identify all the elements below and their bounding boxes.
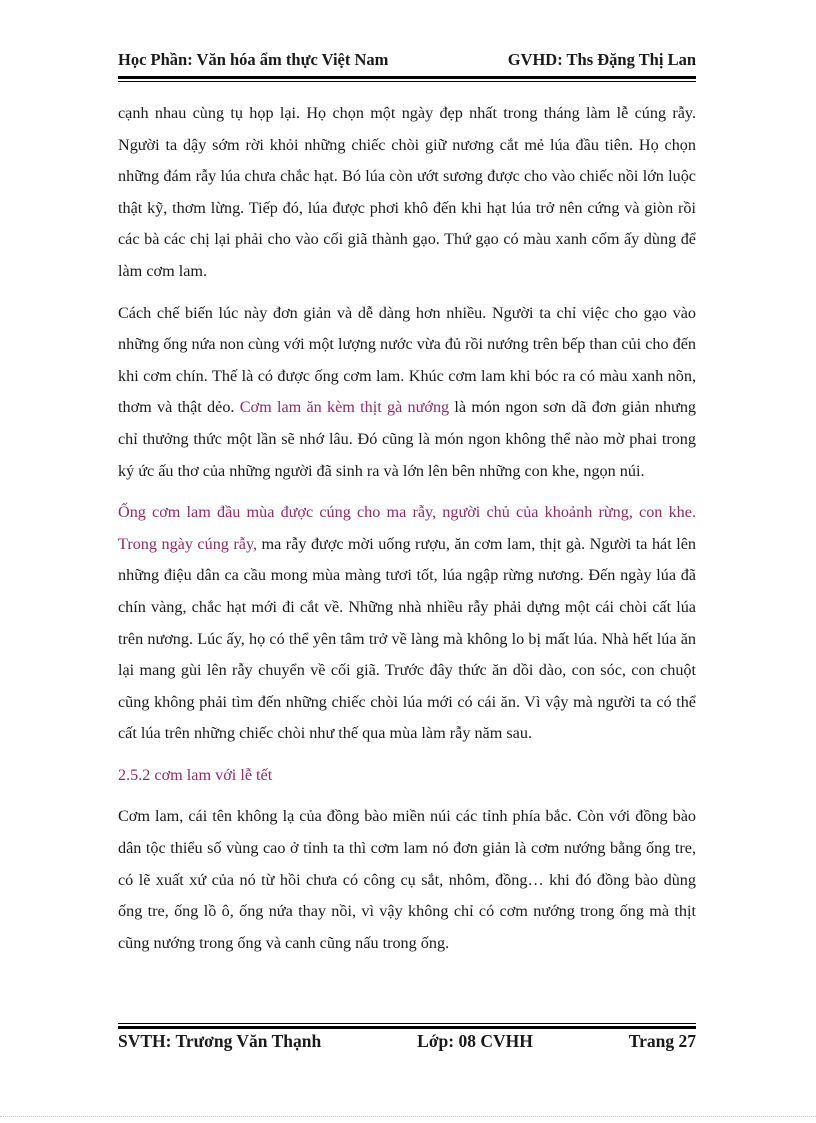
footer-rule-thin (118, 1023, 696, 1024)
header-rule (118, 76, 696, 79)
paragraph-3-text: ma rẫy được mời uống rượu, ăn cơm lam, thịt gà. Người ta hát lên những điệu dân ca cầu mong mùa màng tươi tốt, lúa ngập rừng nương. Đến ngày lúa đã chín vàng, chắc hạt mới đi cắt về. Những nhà nhiều rẫy phải dựng một cái chòi cất lúa trên nương. Lúc ấy, họ có thể yên tâm trở về làng mà không lo bị mất lúa. Nhà hết lúa ăn lại mang gùi lên rẫy chuyển về cối giã. Trước đây thức ăn dồi dào, con sóc, con chuột cũng không phải tìm đến những chiếc chòi lúa mới có cái ăn. Vì vậy mà người ta có thể cất lúa trên những chiếc chòi như thế qua mùa làm rẫy năm sau. (118, 534, 696, 743)
paragraph-3 (118, 497, 696, 750)
page-edge (0, 1116, 816, 1117)
body-text (118, 98, 696, 969)
header-rule-thin (118, 81, 696, 82)
paragraph-4: Cơm lam, cái tên không lạ của đồng bào miền núi các tỉnh phía bắc. Còn với đồng bào dân tộc thiểu số vùng cao ở tỉnh ta thì cơm lam nó đơn giản là cơm nướng bằng ống tre, có lẽ xuất xứ của nó từ hồi chưa có công cụ sắt, nhôm, đồng… khi đó đồng bào dùng ống tre, ống lồ ô, ống nứa thay nồi, vì vậy không chỉ có cơm nướng trong ống mà thịt cũng nướng trong ống và canh cũng nấu trong ống. (118, 807, 696, 952)
paragraph-2-highlight: Cơm lam ăn kèm thịt gà nướng (239, 398, 450, 417)
page-number: Trang 27 (628, 1031, 696, 1051)
paragraph-3-highlight: Ống cơm lam đầu mùa được cúng cho ma rẫy, người chủ của khoảnh rừng, con khe. Trong ngày cúng rẫy, (118, 503, 696, 553)
footer-rule (118, 1026, 696, 1029)
paragraph-2 (118, 298, 696, 488)
section-heading: 2.5.2 cơm lam với lễ tết (118, 765, 273, 784)
page-footer (118, 1031, 696, 1052)
page-header (118, 50, 696, 70)
advisor-name: GVHD: Ths Đặng Thị Lan (507, 50, 696, 69)
paragraph-1: cạnh nhau cùng tụ họp lại. Họ chọn một ngày đẹp nhất trong tháng làm lễ cúng rẫy. Người ta dậy sớm rời khỏi những chiếc chòi giữ nương cắt mẻ lúa đầu tiên. Họ chọn những đám rẫy lúa chưa chắc hạt. Bó lúa còn ướt sương được cho vào chiếc nồi lớn luộc thật kỹ, thơm lừng. Tiếp đó, lúa được phơi khô đến khi hạt lúa trở nên cứng và giòn rồi các bà các chị lại phải cho vào cối giã thành gạo. Thứ gạo có màu xanh cốm ấy dùng để làm cơm lam. (118, 104, 696, 280)
course-title: Học Phần: Văn hóa ẩm thực Việt Nam (118, 50, 389, 69)
paragraph-2-text-a: Cách chế biến lúc này đơn giản và dễ dàng hơn nhiều. Người ta chỉ việc cho gạo vào những ống nứa non cùng với một lượng nước vừa đủ rồi nướng trên bếp than củi cho đến khi cơm chín. Thế là có được ống cơm lam. Khúc cơm lam khi bóc ra có màu xanh nõn, thơm và thật dẻo. (118, 303, 696, 417)
class-name: Lớp: 08 CVHH (417, 1031, 533, 1051)
student-name: SVTH: Trương Văn Thạnh (118, 1031, 322, 1051)
paragraph-2-text-b: là món ngon sơn dã đơn giản nhưng chỉ thưởng thức một lần sẽ nhớ lâu. Đó cũng là món ngon không thể nào mờ phai trong ký ức ấu thơ của những người đã sinh ra và lớn lên bên những con khe, ngọn núi. (118, 398, 697, 480)
